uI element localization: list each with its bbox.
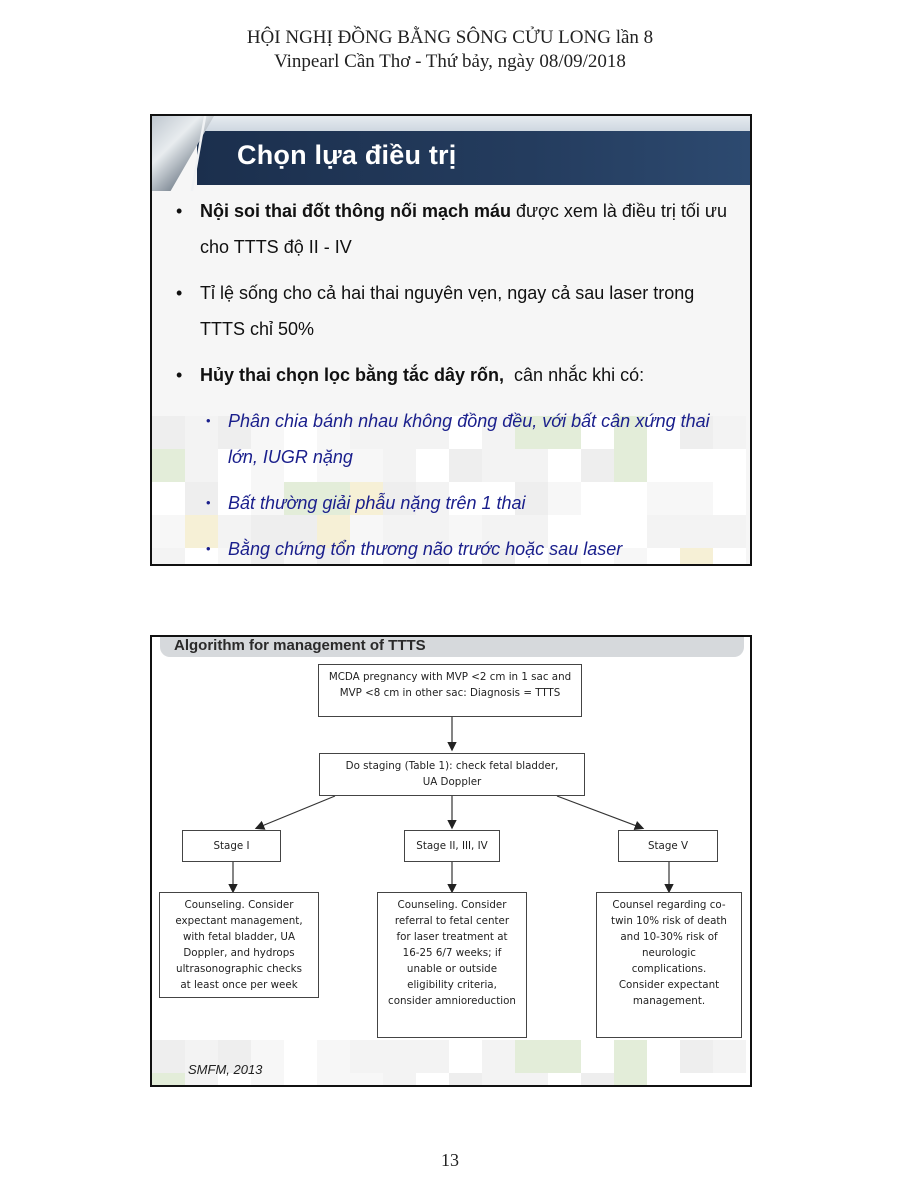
conference-venue-date: Vinpearl Cần Thơ - Thứ bảy, ngày 08/09/2018 [274, 51, 626, 72]
slide-title: Algorithm for management of TTTS [174, 637, 426, 654]
node-management-stage-5-text: Counsel regarding co- twin 10% risk of death and 10-30% risk of neurologic complications. Consider expectant management. [611, 899, 727, 1007]
conference-title: HỘI NGHỊ ĐỒNG BẰNG SÔNG CỬU LONG lần 8 [246, 27, 654, 48]
bullet-text: được xem là điều trị tối ưu cho TTTS độ II - IV [200, 201, 727, 257]
sub-bullet-text: Phân chia bánh nhau không đồng đều, với bất cân xứng thai lớn, IUGR nặng [228, 411, 710, 467]
node-stage-2-4 [404, 830, 500, 862]
bullet-item [174, 193, 734, 265]
page-number: 13 [441, 1150, 459, 1170]
node-management-stage-2-4 [377, 892, 527, 1038]
bullet-item [174, 357, 734, 393]
node-diagnosis [318, 664, 582, 717]
node-staging-text: Do staging (Table 1): check fetal bladder, UA Doppler [345, 760, 559, 788]
arrow-staging-to-stage5 [557, 796, 642, 828]
bullet-bold-text: Nội soi thai đốt thông nối mạch máu [200, 201, 511, 221]
sub-bullet-text: Bất thường giải phẫu nặng trên 1 thai [228, 493, 526, 513]
title-top-band [152, 116, 750, 132]
node-management-stage-2-4-text: Counseling. Consider referral to fetal center for laser treatment at 16-25 6/7 weeks; if unable or outside eligibility criteria, consider amnioreduction [388, 899, 516, 1007]
sub-bullet-dot-icon: • [206, 413, 211, 428]
bullet-text: cân nhắc khi có: [504, 365, 645, 385]
sub-bullet-dot-icon: • [206, 495, 211, 510]
node-stage-2-4-text: Stage II, III, IV [416, 840, 488, 852]
bullet-bold-text: Hủy thai chọn lọc bằng tắc dây rốn, [200, 365, 505, 385]
node-stage-5-text: Stage V [647, 840, 689, 852]
bullet-dot-icon: • [176, 283, 183, 303]
source-citation: SMFM, 2013 [188, 1062, 263, 1077]
slide-ttts-algorithm [150, 635, 752, 1087]
sub-bullet-item [174, 485, 734, 521]
bullet-dot-icon: • [176, 365, 183, 385]
conference-header [0, 26, 900, 74]
bullet-dot-icon: • [176, 201, 183, 221]
node-stage-1 [182, 830, 281, 862]
sub-bullet-item [174, 403, 734, 475]
sub-bullet-item [174, 531, 734, 566]
slide-treatment-options [150, 114, 752, 566]
node-management-stage-5 [596, 892, 742, 1038]
sub-bullet-text: Bằng chứng tổn thương não trước hoặc sau laser [228, 539, 623, 559]
bullet-text: Tỉ lệ sống cho cả hai thai nguyên vẹn, ngay cả sau laser trong TTTS chỉ 50% [200, 283, 695, 339]
arrow-staging-to-stage1 [257, 796, 335, 828]
node-diagnosis-text: MCDA pregnancy with MVP <2 cm in 1 sac and MVP <8 cm in other sac: Diagnosis = TTTS [328, 671, 572, 699]
sub-bullet-dot-icon: • [206, 541, 211, 556]
node-stage-5 [618, 830, 718, 862]
node-staging [319, 753, 585, 796]
node-management-stage-1-text: Counseling. Consider expectant management, with fetal bladder, UA Doppler, and hydrops ultrasonographic checks at least once per week [175, 899, 303, 991]
diagonal-stripe [180, 116, 216, 191]
slide-title: Chọn lựa điều trị [237, 140, 457, 170]
bullet-list [174, 193, 734, 566]
node-stage-1-text: Stage I [213, 840, 250, 852]
node-management-stage-1 [159, 892, 319, 998]
bullet-item [174, 275, 734, 347]
